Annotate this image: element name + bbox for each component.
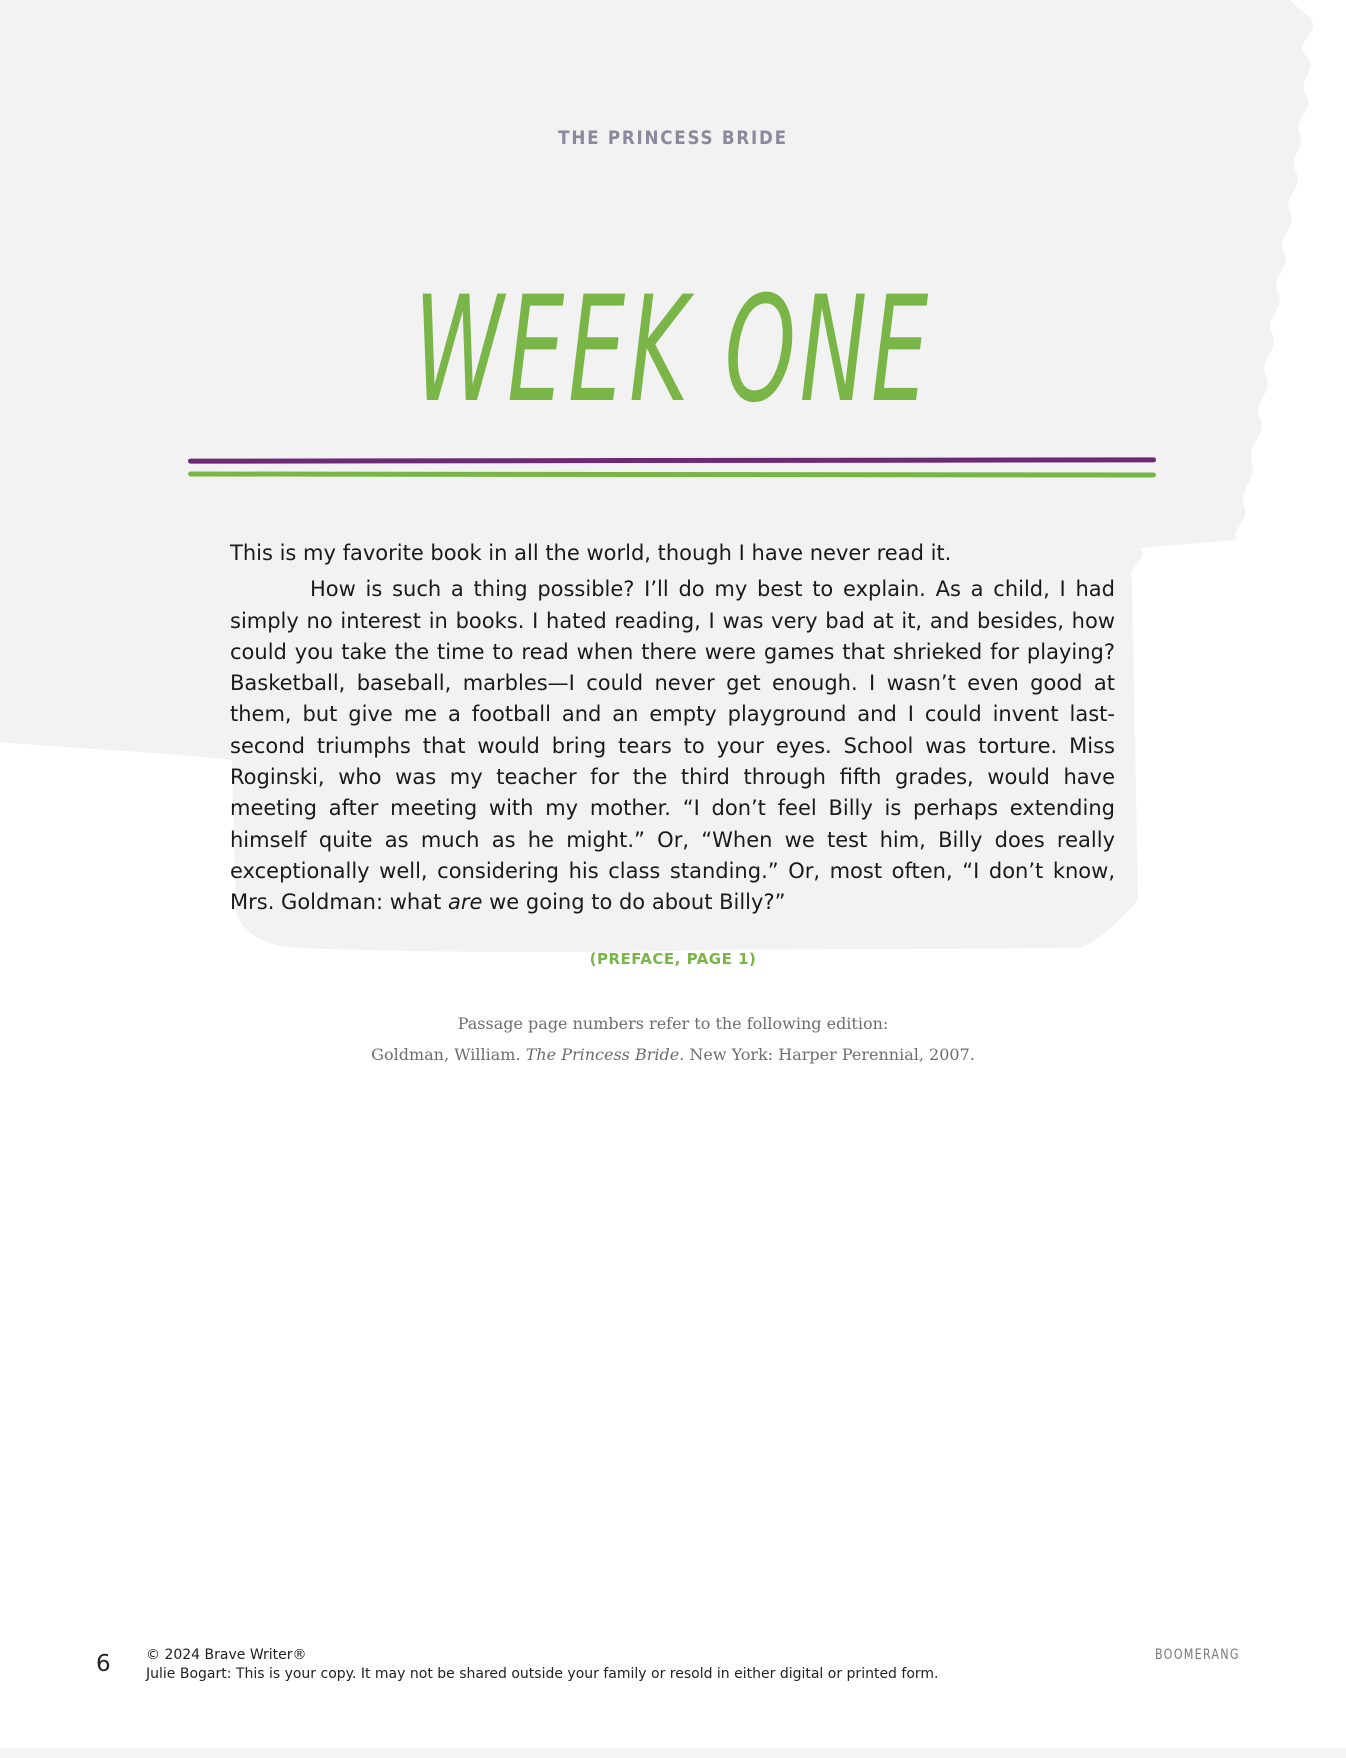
passage-text-before-italic: How is such a thing possible? I’ll do my best to explain. As a child, I had simply no interest in books. I hated reading, I was very bad at it, and besides, how could you take the time to read when there were games that shrieked for playing? Basketball, baseball, marbles—I could never get enough. I wasn’t even good at them, but give me a football and an empty playground and I could invent last-second triumphs that would bring tears to your eyes. School was torture. Miss Roginski, who was my teacher for the third through fifth grades, would have meeting after meeting with my mother. “I don’t feel Billy is perhaps extending himself quite as much as he might.” Or, “When we test him, Billy does really exceptionally well, considering his class standing.” Or, most often, “I don’t know, Mrs. Goldman: what [230, 577, 1115, 915]
brand-logo-text: BOOMERANG [1155, 1647, 1240, 1663]
passage-paragraph [230, 574, 1115, 918]
edition-line-1: Passage page numbers refer to the following edition: [457, 1014, 889, 1033]
divider-green [188, 471, 1156, 477]
edition-book-title: The Princess Bride [525, 1045, 680, 1064]
passage-first-line: This is my favorite book in all the world, though I have never read it. [230, 541, 952, 565]
passage [230, 538, 1115, 919]
passage-text-after-italic: we going to do about Billy?” [489, 890, 786, 915]
edition-note [0, 1008, 1346, 1070]
license-notice: Julie Bogart: This is your copy. It may not be shared outside your family or resold in either digital or printed form. [146, 1666, 939, 1682]
week-title-container [0, 265, 1346, 440]
week-title: WEEK ONE [414, 265, 932, 435]
edition-publisher: . New York: Harper Perennial, 2007. [679, 1045, 975, 1064]
passage-italic-word: are [448, 890, 483, 915]
running-title: THE PRINCESS BRIDE [558, 127, 788, 149]
footer-copyright [146, 1646, 938, 1684]
edition-line-2 [0, 1039, 1346, 1070]
bottom-edge-strip [0, 1748, 1346, 1758]
edition-author: Goldman, William. [371, 1045, 521, 1064]
passage-citation: (PREFACE, PAGE 1) [589, 950, 757, 968]
copyright-line: © 2024 Brave Writer® [146, 1647, 307, 1663]
page-number: 6 [96, 1651, 111, 1677]
